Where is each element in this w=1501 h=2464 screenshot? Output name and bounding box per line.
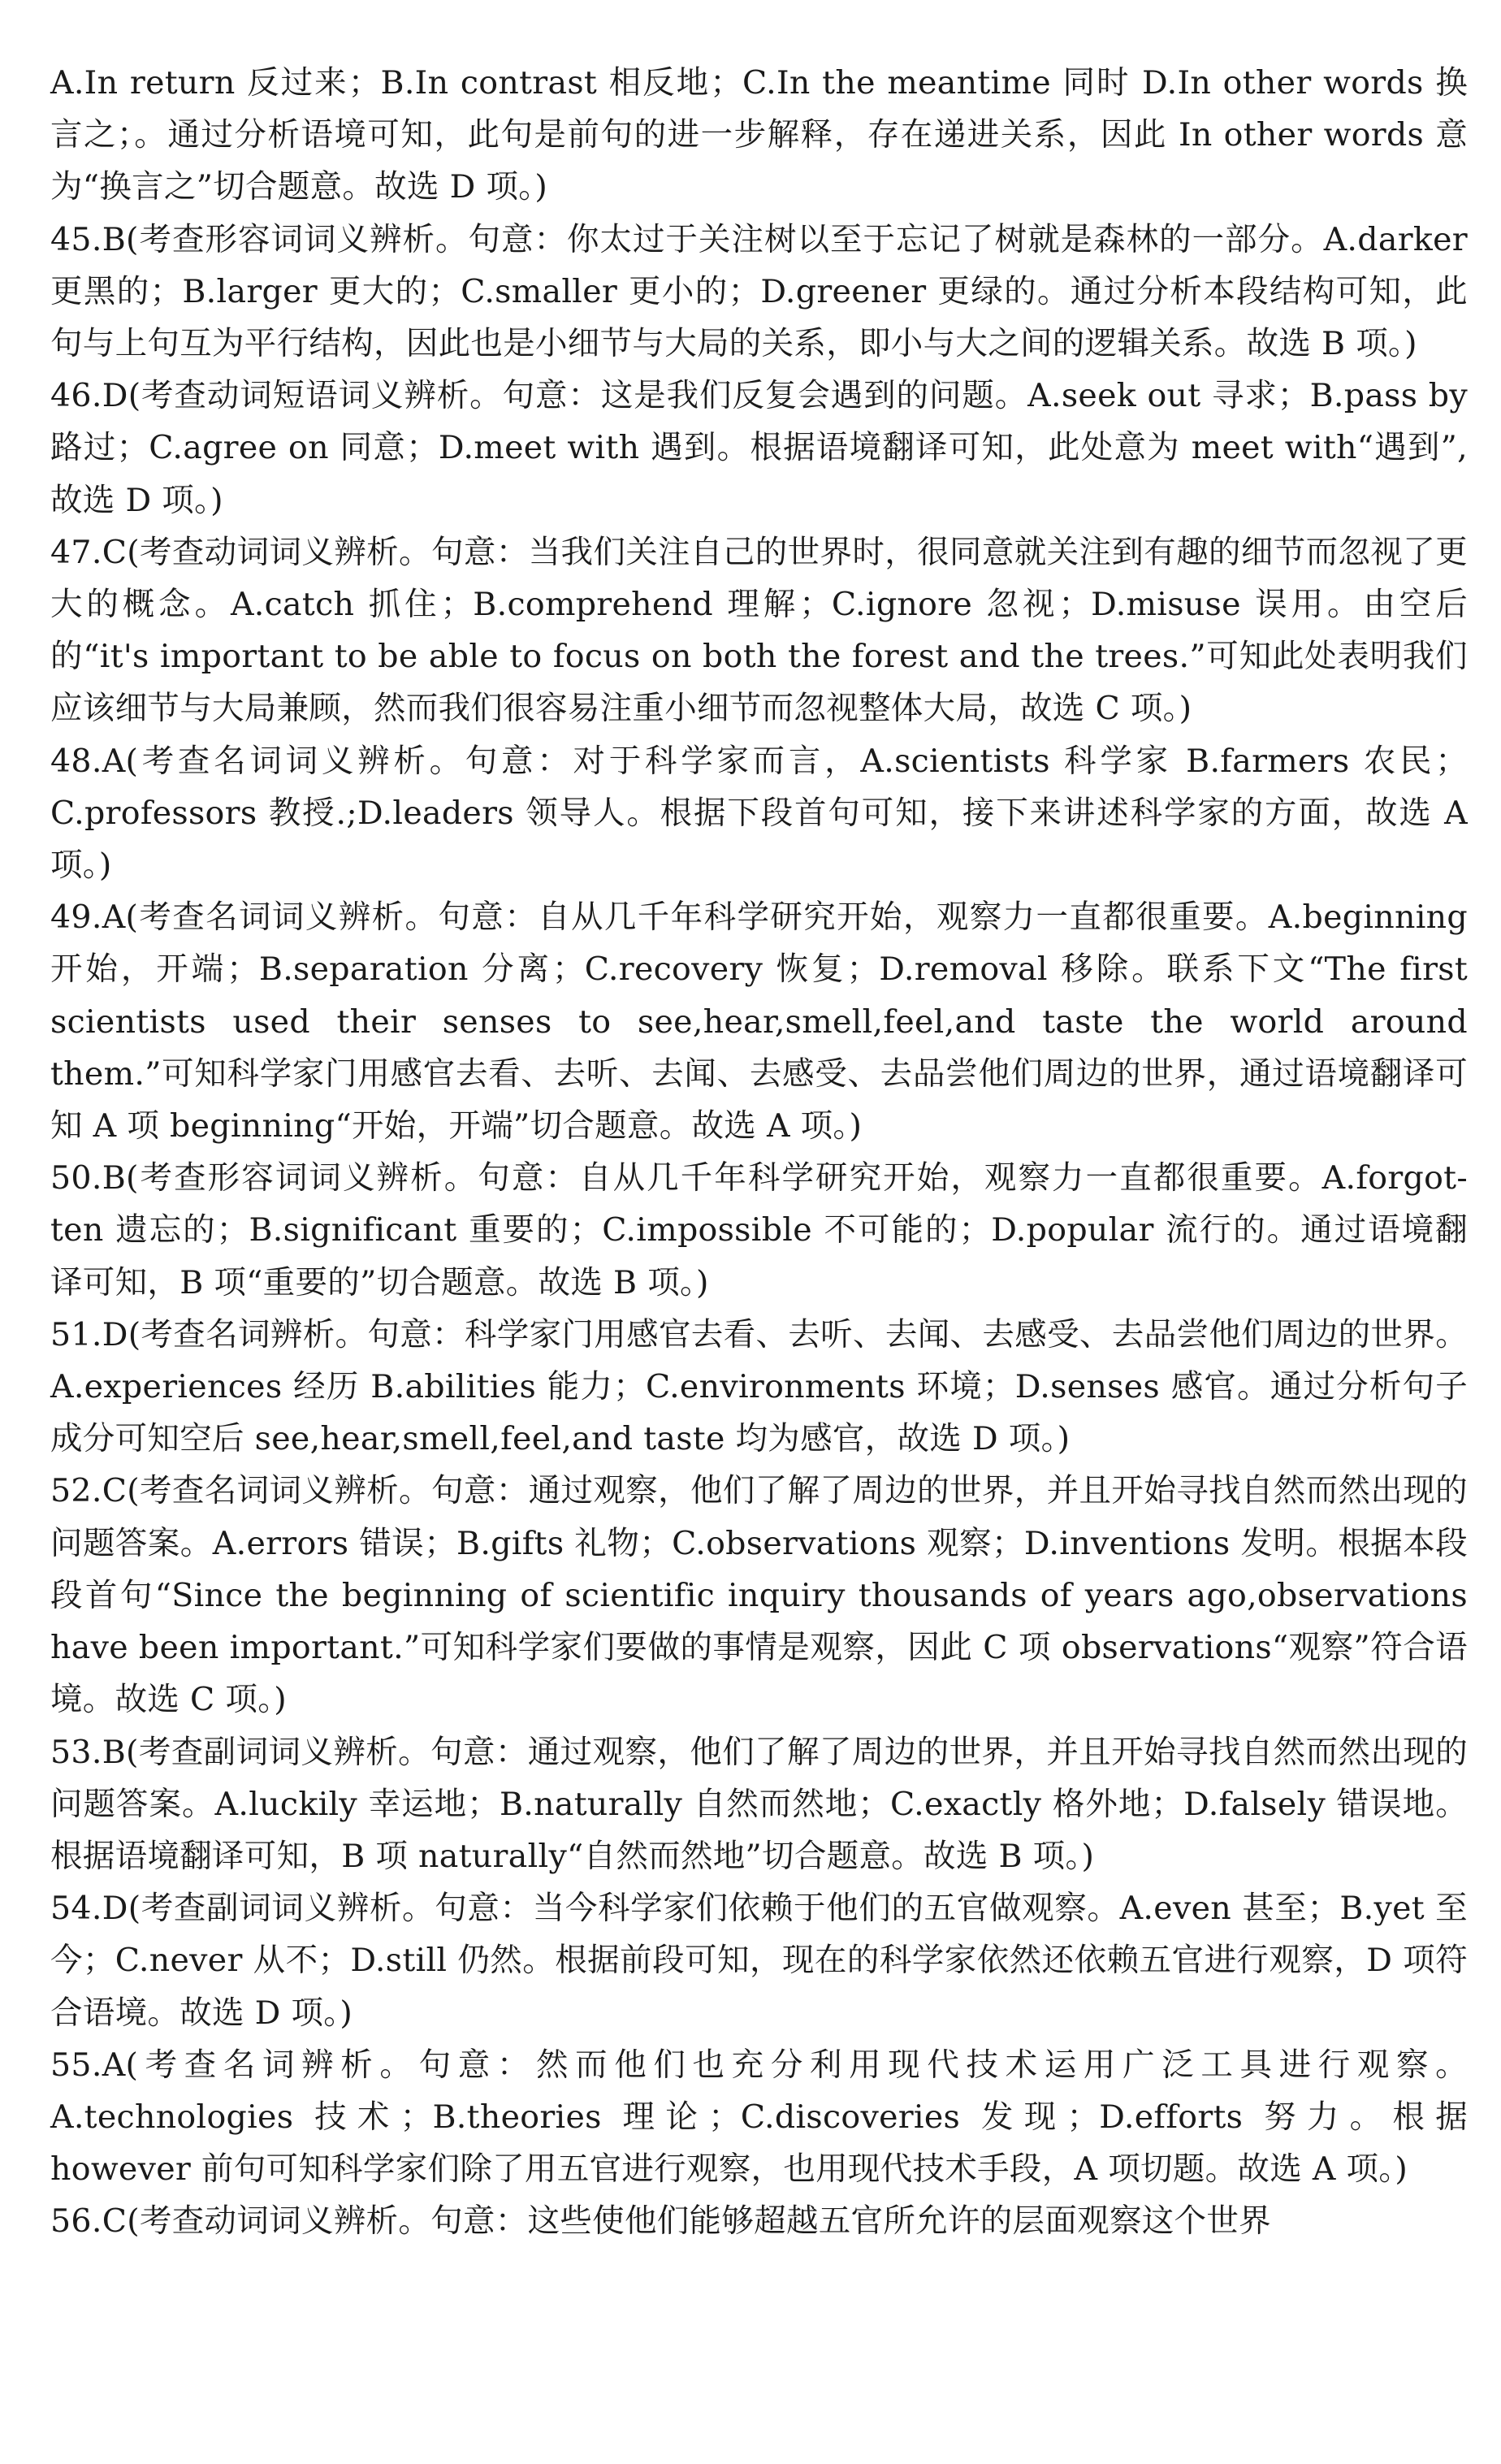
paragraph-answer-54: 54.D(考查副词词义辨析。句意：当今科学家们依赖于他们的五官做观察。A.even 甚至；B.yet 至今；C.never 从不；D.still 仍然。根据前段可知，现在的科学家依然还依赖五官进行观察，D 项符合语境。故选 D 项。) <box>50 1890 1468 2032</box>
answer-explanations-page <box>50 57 1468 2248</box>
paragraph-answer-45: 45.B(考查形容词词义辨析。句意：你太过于关注树以至于忘记了树就是森林的一部分。A.darker 更黑的；B.larger 更大的；C.smaller 更小的；D.greener 更绿的。通过分析本段结构可知，此句与上句互为平行结构，因此也是小细节与大局的关系，即小与大之间的逻辑关系。故选 B 项。) <box>50 220 1468 363</box>
paragraph-answer-53: 53.B(考查副词词义辨析。句意：通过观察，他们了解了周边的世界，并且开始寻找自然而然出现的问题答案。A.luckily 幸运地；B.naturally 自然而然地；C.exactly 格外地；D.falsely 错误地。根据语境翻译可知，B 项 naturally“自然而然地”切合题意。故选 B 项。) <box>50 1733 1468 1875</box>
paragraph-answer-52: 52.C(考查名词词义辨析。句意：通过观察，他们了解了周边的世界，并且开始寻找自然而然出现的问题答案。A.errors 错误；B.gifts 礼物；C.observations 观察；D.inventions 发明。根据本段段首句“Since the beginning of scientific inquiry thousands of years ago,observations have been important.”可知科学家们要做的事情是观察，因此 C 项 observations“观察”符合语境。故选 C 项。) <box>50 1472 1468 1719</box>
paragraph-answer-55: 55.A(考查名词辨析。句意：然而他们也充分利用现代技术运用广泛工具进行观察。A.technologies 技术；B.theories 理论；C.discoveries 发现；D.efforts 努力。根据 however 前句可知科学家们除了用五官进行观察，也用现代技术手段，A 项切题。故选 A 项。) <box>50 2046 1468 2189</box>
paragraph-answer-48: 48.A(考查名词词义辨析。句意：对于科学家而言，A.scientists 科学家 B.farmers 农民；C.professors 教授.;D.leaders 领导人。根据下段首句可知，接下来讲述科学家的方面，故选 A 项。) <box>50 742 1468 885</box>
paragraph-answer-46: 46.D(考查动词短语词义辨析。句意：这是我们反复会遇到的问题。A.seek out 寻求；B.pass by 路过；C.agree on 同意；D.meet with 遇到。根据语境翻译可知，此处意为 meet with“遇到”,故选 D 项。) <box>50 377 1468 519</box>
paragraph-answer-56: 56.C(考查动词词义辨析。句意：这些使他们能够超越五官所允许的层面观察这个世界 <box>50 2202 1271 2241</box>
paragraph-answer-50: 50.B(考查形容词词义辨析。句意：自从几千年科学研究开始，观察力一直都很重要。A.forgot-ten 遗忘的；B.significant 重要的；C.impossible 不可能的；D.popular 流行的。通过语境翻译可知，B 项“重要的”切合题意。故选 B 项。) <box>50 1159 1468 1301</box>
paragraph-continued-44: A.In return 反过来；B.In contrast 相反地；C.In the meantime 同时 D.In other words 换言之；。通过分析语境可知，此句是前句的进一步解释，存在递进关系，因此 In other words 意为“换言之”切合题意。故选 D 项。) <box>50 64 1468 206</box>
paragraph-answer-47: 47.C(考查动词词义辨析。句意：当我们关注自己的世界时，很同意就关注到有趣的细节而忽视了更大的概念。A.catch 抓住；B.comprehend 理解；C.ignore 忽视；D.misuse 误用。由空后的“it's important to be able to focus on both the forest and the trees.”可知此处表明我们应该细节与大局兼顾，然而我们很容易注重小细节而忽视整体大局，故选 C 项。) <box>50 533 1468 728</box>
paragraph-answer-51: 51.D(考查名词辨析。句意：科学家门用感官去看、去听、去闻、去感受、去品尝他们周边的世界。A.experiences 经历 B.abilities 能力；C.environments 环境；D.senses 感官。通过分析句子成分可知空后 see,hear,smell,feel,and taste 均为感官，故选 D 项。) <box>50 1315 1468 1458</box>
paragraph-answer-49: 49.A(考查名词词义辨析。句意：自从几千年科学研究开始，观察力一直都很重要。A.beginning 开始，开端；B.separation 分离；C.recovery 恢复；D.removal 移除。联系下文“The first scientists used their senses to see,hear,smell,feel,and taste the world around them.”可知科学家门用感官去看、去听、去闻、去感受、去品尝他们周边的世界，通过语境翻译可知 A 项 beginning“开始，开端”切合题意。故选 A 项。) <box>50 899 1468 1145</box>
